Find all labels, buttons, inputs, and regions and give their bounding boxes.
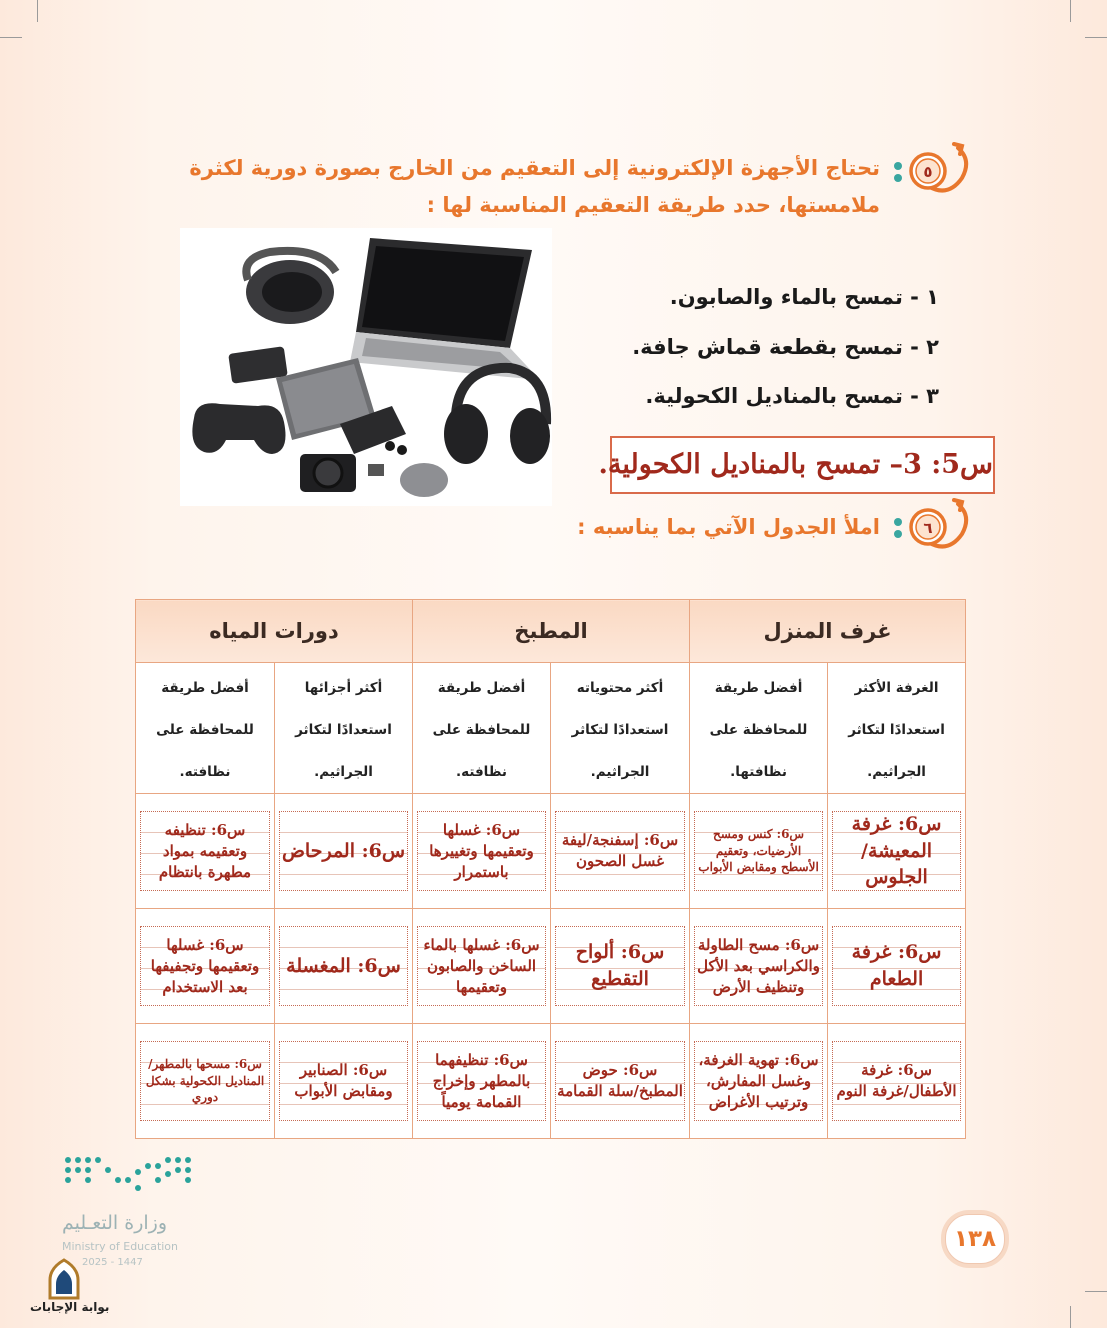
answer-cell: س6: حوض المطبخ/سلة القمامة bbox=[555, 1041, 685, 1121]
question-5-answer: س5: 3– تمسح بالمناديل الكحولية. bbox=[610, 436, 995, 494]
question-5-line-2: ملامستها، حدد طريقة التعقيم المناسبة لها : bbox=[426, 193, 880, 217]
answer-cell: س6: كنس ومسح الأرضيات، وتعقيم الأسطح ومقابض الأبواب bbox=[694, 811, 823, 891]
trim-mark bbox=[37, 0, 38, 22]
column-header: أكثر محتوياته استعدادًا لتكاثر الجراثيم. bbox=[551, 663, 690, 794]
table-row bbox=[136, 1024, 966, 1139]
question-5-line-1: تحتاج الأجهزة الإلكترونية إلى التعقيم من الخارج بصورة دورية لكثرة bbox=[189, 156, 880, 180]
edition-year: 2025 - 1447 bbox=[82, 1257, 143, 1268]
column-header: أكثر أجزائها استعدادًا لتكاثر الجراثيم. bbox=[275, 663, 413, 794]
answer-cell: س6: تهوية الغرفة، وغسل المفارش، وترتيب الأغراض bbox=[694, 1041, 823, 1121]
answer-cell: س6: مسح الطاولة والكراسي بعد الأكل وتنظيف الأرض bbox=[694, 926, 823, 1006]
group-header-kitchen: المطبخ bbox=[413, 600, 690, 663]
trim-mark bbox=[1070, 1306, 1071, 1328]
question-5-text bbox=[160, 150, 880, 224]
answer-cell: س6: ألواح التقطيع bbox=[555, 926, 685, 1006]
question-5-number: ٥ bbox=[923, 163, 933, 181]
option-1: ١ - تمسح بالماء والصابون. bbox=[669, 285, 939, 309]
ministry-name-english: Ministry of Education bbox=[62, 1240, 179, 1253]
trim-mark bbox=[1085, 1291, 1107, 1292]
question-5-badge-icon bbox=[888, 138, 972, 208]
answer-cell: س6: تنظيفه وتعقيمه بمواد مطهرة بانتظام bbox=[140, 811, 270, 891]
option-3: ٣ - تمسح بالمناديل الكحولية. bbox=[645, 384, 939, 408]
answer-cell: س6: غسلها وتعقيمها وتغييرها باستمرار bbox=[417, 811, 546, 891]
ministry-name-arabic: وزارة التعـليم bbox=[62, 1212, 168, 1234]
answer-cell: س6: غرفة المعيشة/الجلوس bbox=[832, 811, 961, 891]
page-number: ١٣٨ bbox=[945, 1214, 1005, 1264]
answer-cell: س6: غرفة الطعام bbox=[832, 926, 961, 1006]
question-6-badge-icon bbox=[888, 494, 972, 564]
column-header: الغرفة الأكثر استعدادًا لتكاثر الجراثيم. bbox=[828, 663, 966, 794]
answer-cell: س6: إسفنجة/ليفة غسل الصحون bbox=[555, 811, 685, 891]
group-header-bathrooms: دورات المياه bbox=[136, 600, 413, 663]
answers-portal-label: بوابة الإجابات bbox=[30, 1300, 110, 1314]
answer-cell: س6: تنظيفهما بالمطهر وإخراج القمامة يومياً bbox=[417, 1041, 546, 1121]
question-6-text: املأ الجدول الآتي بما يناسبه : bbox=[577, 515, 880, 539]
answer-cell: س6: غسلها بالماء الساخن والصابون وتعقيمها bbox=[417, 926, 546, 1006]
answer-cell: س6: المغسلة bbox=[279, 926, 408, 1006]
answer-cell: س6: غرفة الأطفال/غرفة النوم bbox=[832, 1041, 961, 1121]
question-6-number: ٦ bbox=[923, 519, 933, 537]
answers-portal-logo-icon bbox=[44, 1258, 84, 1300]
answer-cell: س6: غسلها وتعقيمها وتجفيفها بعد الاستخدام bbox=[140, 926, 270, 1006]
electronic-devices-photo bbox=[180, 228, 552, 506]
column-header: أفضل طريقة للمحافظة على نظافته. bbox=[413, 663, 551, 794]
column-header: أفضل طريقة للمحافظة على نظافته. bbox=[136, 663, 275, 794]
answer-cell: س6: مسحها بالمطهر/ المناديل الكحولية بشكل دوري bbox=[140, 1041, 270, 1121]
trim-mark bbox=[0, 37, 22, 38]
trim-mark bbox=[1070, 0, 1071, 22]
option-2: ٢ - تمسح بقطعة قماش جافة. bbox=[632, 335, 939, 359]
group-header-home-rooms: غرف المنزل bbox=[690, 600, 966, 663]
table-row bbox=[136, 794, 966, 909]
hygiene-table bbox=[135, 599, 966, 1139]
table-row bbox=[136, 909, 966, 1024]
answer-cell: س6: المرحاض bbox=[279, 811, 408, 891]
column-header: أفضل طريقة للمحافظة على نظافتها. bbox=[690, 663, 828, 794]
ministry-logo-icon bbox=[60, 1152, 200, 1202]
answer-cell: س6: الصنابير ومقابض الأبواب bbox=[279, 1041, 408, 1121]
trim-mark bbox=[1085, 37, 1107, 38]
